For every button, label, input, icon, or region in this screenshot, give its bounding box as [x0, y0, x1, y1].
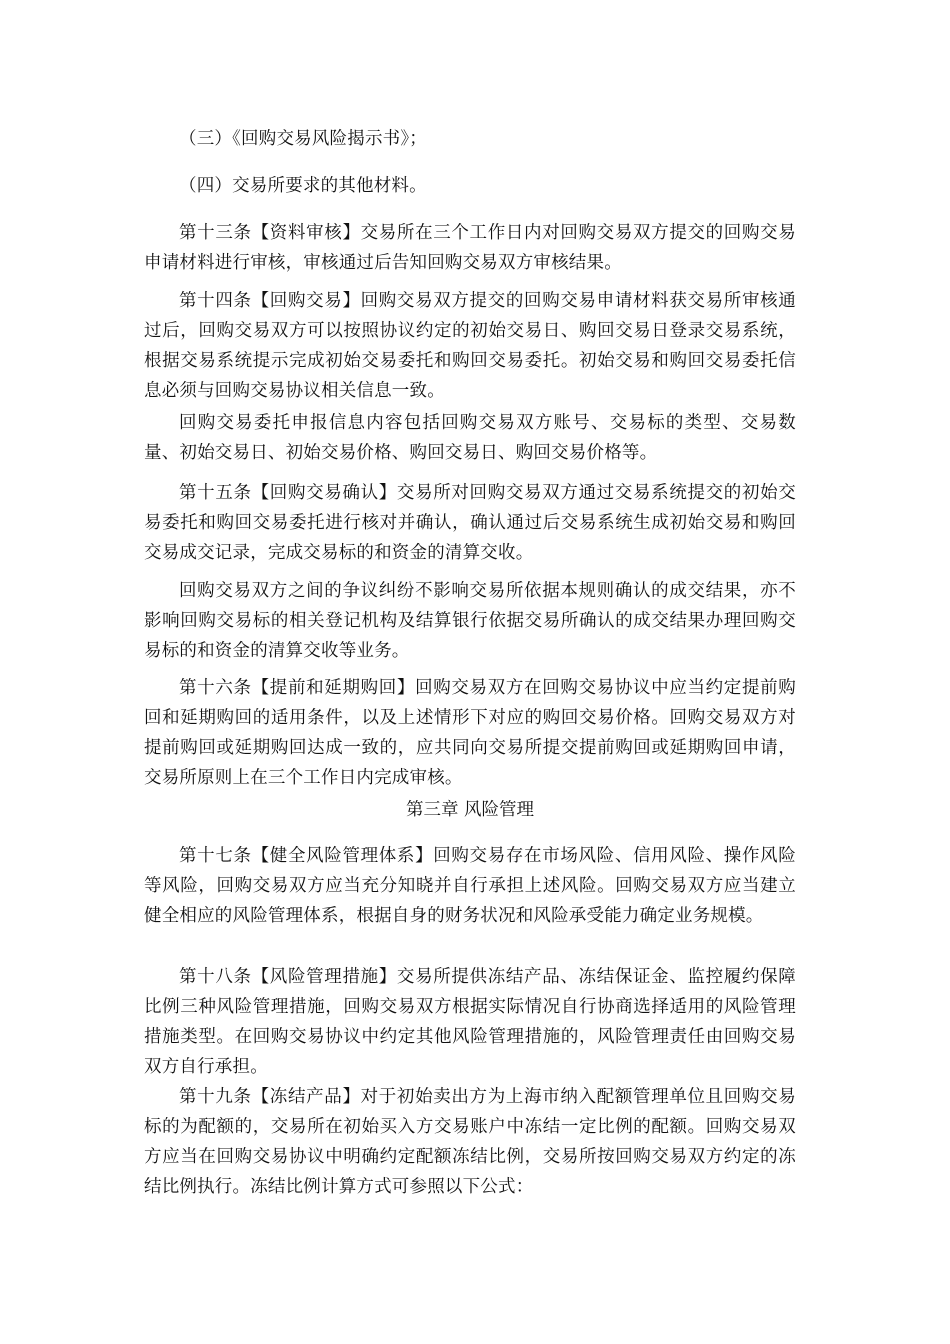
paragraph-article-13: 第十三条【资料审核】交易所在三个工作日内对回购交易双方提交的回购交易申请材料进行审核，审核通过后告知回购交易双方审核结果。 — [144, 223, 796, 273]
paragraph-article-15: 第十五条【回购交易确认】交易所对回购交易双方通过交易系统提交的初始交易委托和购回交易委托进行核对并确认，确认通过后交易系统生成初始交易和购回交易成交记录，完成交易标的和资金的清算交收。 — [144, 483, 796, 563]
paragraph-article-14-continued: 回购交易委托申报信息内容包括回购交易双方账号、交易标的类型、交易数量、初始交易日、初始交易价格、购回交易日、购回交易价格等。 — [144, 413, 796, 463]
paragraph-article-16: 第十六条【提前和延期购回】回购交易双方在回购交易协议中应当约定提前购回和延期购回的适用条件，以及上述情形下对应的购回交易价格。回购交易双方对提前购回或延期购回达成一致的，应共同向交易所提交提前购回或延期购回申请，交易所原则上在三个工作日内完成审核。 — [144, 678, 796, 788]
paragraph-item-4: （四）交易所要求的其他材料。 — [179, 176, 427, 196]
paragraph-article-18: 第十八条【风险管理措施】交易所提供冻结产品、冻结保证金、监控履约保障比例三种风险管理措施，回购交易双方根据实际情况自行协商选择适用的风险管理措施类型。在回购交易协议中约定其他风险管理措施的，风险管理责任由回购交易双方自行承担。 — [144, 967, 796, 1077]
paragraph-item-3: （三）《回购交易风险揭示书》； — [179, 129, 427, 149]
paragraph-article-15-continued: 回购交易双方之间的争议纠纷不影响交易所依据本规则确认的成交结果，亦不影响回购交易标的相关登记机构及结算银行依据交易所确认的成交结果办理回购交易标的和资金的清算交收等业务。 — [144, 581, 796, 661]
paragraph-article-17: 第十七条【健全风险管理体系】回购交易存在市场风险、信用风险、操作风险等风险，回购交易双方应当充分知晓并自行承担上述风险。回购交易双方应当建立健全相应的风险管理体系，根据自身的财务状况和风险承受能力确定业务规模。 — [144, 846, 796, 926]
paragraph-article-14: 第十四条【回购交易】回购交易双方提交的回购交易申请材料获交易所审核通过后，回购交易双方可以按照协议约定的初始交易日、购回交易日登录交易系统，根据交易系统提示完成初始交易委托和购回交易委托。初始交易和购回交易委托信息必须与回购交易协议相关信息一致。 — [144, 291, 796, 401]
chapter-heading: 第三章 风险管理 — [405, 800, 535, 820]
paragraph-article-19: 第十九条【冻结产品】对于初始卖出方为上海市纳入配额管理单位且回购交易标的为配额的，交易所在初始买入方交易账户中冻结一定比例的配额。回购交易双方应当在回购交易协议中明确约定配额冻结比例，交易所按回购交易双方约定的冻结比例执行。冻结比例计算方式可参照以下公式： — [144, 1087, 796, 1197]
